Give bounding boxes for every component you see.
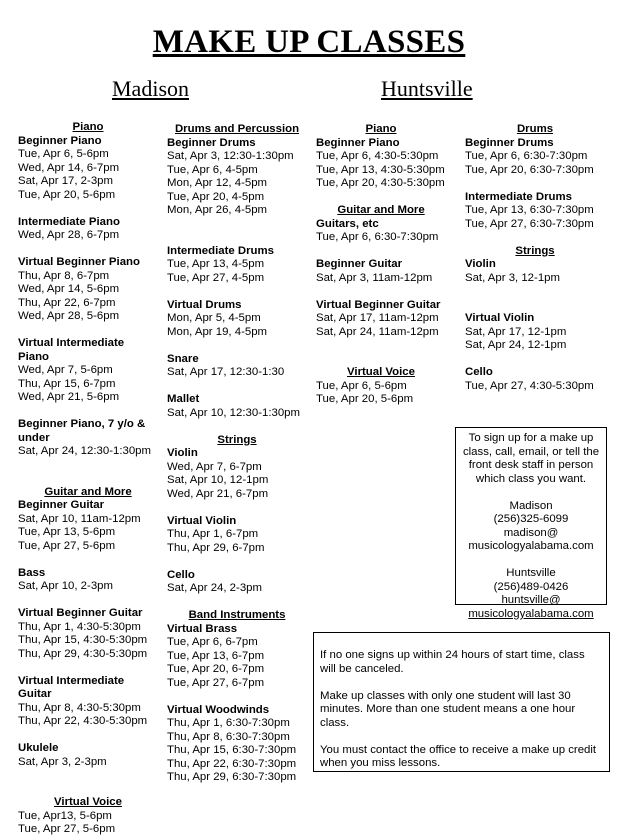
class-time: Sat, Apr 3, 12:30-1:30pm xyxy=(167,150,294,162)
class-time: Mon, Apr 12, 4-5pm xyxy=(167,177,268,189)
class-time: Tue, Apr13, 5-6pm xyxy=(18,809,112,822)
class-time: Tue, Apr 13, 4:30-5:30pm xyxy=(316,163,445,176)
spacer xyxy=(316,191,446,205)
spacer xyxy=(167,231,307,245)
class-name: Beginner Piano, 7 y/o & xyxy=(18,418,146,430)
class-name: Beginner Piano xyxy=(18,134,102,147)
signup-info-box xyxy=(455,427,607,620)
location-heading-huntsville: Huntsville xyxy=(381,76,473,101)
class-time: Wed, Apr 14, 6-7pm xyxy=(18,161,120,174)
class-time: Thu, Apr 15, 6-7pm xyxy=(18,377,116,390)
class-name: Beginner Drums xyxy=(465,136,554,149)
class-time: Sat, Apr 10, 12:30-1:30pm xyxy=(167,406,300,419)
class-time: Wed, Apr 28, 6-7pm xyxy=(18,229,120,241)
class-name: Beginner Guitar xyxy=(316,258,403,270)
class-time: Thu, Apr 8, 6:30-7:30pm xyxy=(167,730,290,743)
class-time: Tue, Apr 13, 5-6pm xyxy=(18,526,116,538)
class-time: Tue, Apr 27, 4-5pm xyxy=(167,271,265,284)
class-time: Thu, Apr 22, 6:30-7:30pm xyxy=(167,757,297,770)
class-name: Intermediate Piano xyxy=(18,215,120,228)
class-name: Snare xyxy=(167,352,199,365)
huntsville-column-1 xyxy=(316,123,446,407)
class-time: Sat, Apr 17, 2-3pm xyxy=(18,175,113,187)
spacer xyxy=(18,661,158,675)
class-name: under xyxy=(18,431,50,444)
location-heading-madison: Madison xyxy=(112,76,189,101)
class-time: Tue, Apr 27, 6:30-7:30pm xyxy=(465,217,594,230)
spacer xyxy=(167,690,307,704)
spacer xyxy=(18,729,158,743)
class-time: Tue, Apr 20, 5-6pm xyxy=(18,188,116,201)
class-time: Sat, Apr 17, 11am-12pm xyxy=(316,312,439,324)
policy-box xyxy=(313,632,610,772)
class-time: Wed, Apr 21, 5-6pm xyxy=(18,391,120,403)
class-time: Wed, Apr 7, 5-6pm xyxy=(18,364,113,376)
class-name: Intermediate Drums xyxy=(465,190,572,203)
class-name: Virtual Beginner Guitar xyxy=(316,298,441,311)
class-name: Virtual Violin xyxy=(465,312,535,324)
class-name: Guitars, etc xyxy=(316,217,379,230)
class-time: Tue, Apr 6, 4:30-5:30pm xyxy=(316,150,439,162)
section-heading-drums: Drums xyxy=(516,123,554,135)
class-name: Ukulele xyxy=(18,742,59,754)
madison-column-2 xyxy=(167,123,307,785)
page-title: MAKE UP CLASSES xyxy=(152,24,466,60)
section-heading-band-instruments: Band Instruments xyxy=(188,609,286,621)
class-name: Violin xyxy=(167,447,198,459)
huntsville-column-2 xyxy=(465,123,605,393)
class-time: Sat, Apr 24, 11am-12pm xyxy=(316,325,439,338)
class-time: Thu, Apr 15, 4:30-5:30pm xyxy=(18,634,148,646)
class-name: Beginner Drums xyxy=(167,136,256,149)
class-name: Cello xyxy=(167,568,195,581)
spacer xyxy=(167,339,307,353)
huntsville-phone: (256)489-0426 xyxy=(493,580,569,593)
class-time: Thu, Apr 22, 6-7pm xyxy=(18,296,116,309)
spacer xyxy=(167,218,307,232)
spacer xyxy=(18,553,158,567)
madison-column-1 xyxy=(18,121,158,837)
class-time: Wed, Apr 28, 5-6pm xyxy=(18,310,120,322)
class-time: Sat, Apr 24, 12-1pm xyxy=(465,339,567,351)
spacer xyxy=(18,472,158,486)
class-time: Tue, Apr 20, 5-6pm xyxy=(316,393,414,405)
class-name: Guitar xyxy=(18,688,52,700)
class-name: Bass xyxy=(18,566,46,579)
class-name: Virtual Beginner Piano xyxy=(18,256,140,268)
spacer xyxy=(18,405,158,419)
class-time: Tue, Apr 6, 6-7pm xyxy=(167,636,258,648)
signup-instructions: To sign up for a make up class, call, email, or tell the front desk staff in person which class you want. xyxy=(462,432,600,485)
class-time: Thu, Apr 15, 6:30-7:30pm xyxy=(167,744,297,756)
madison-contact: Madison (256)325-6099 madison@ musicologyalabama.com xyxy=(456,500,606,554)
spacer xyxy=(18,324,158,338)
class-time: Sat, Apr 17, 12-1pm xyxy=(465,325,567,338)
class-name: Beginner Piano xyxy=(316,136,400,149)
spacer xyxy=(465,353,605,367)
class-name: Virtual Drums xyxy=(167,298,242,311)
spacer xyxy=(465,299,605,313)
class-time: Tue, Apr 27, 4:30-5:30pm xyxy=(465,379,594,392)
class-time: Sat, Apr 3, 11am-12pm xyxy=(316,271,433,284)
class-time: Wed, Apr 21, 6-7pm xyxy=(167,487,269,500)
spacer xyxy=(167,596,307,610)
class-time: Tue, Apr 13, 6:30-7:30pm xyxy=(465,204,594,216)
class-time: Tue, Apr 20, 6:30-7:30pm xyxy=(465,163,594,176)
spacer xyxy=(316,285,446,299)
spacer xyxy=(18,594,158,608)
section-heading-strings: Strings xyxy=(515,244,555,257)
spacer xyxy=(18,459,158,473)
class-time: Wed, Apr 14, 5-6pm xyxy=(18,283,120,295)
class-time: Sat, Apr 24, 2-3pm xyxy=(167,582,262,594)
spacer xyxy=(167,285,307,299)
class-time: Tue, Apr 13, 4-5pm xyxy=(167,258,265,270)
class-time: Tue, Apr 13, 6-7pm xyxy=(167,649,265,662)
section-heading-piano: Piano xyxy=(72,121,104,133)
spacer xyxy=(316,339,446,353)
class-time: Sat, Apr 17, 12:30-1:30 xyxy=(167,366,285,378)
class-time: Mon, Apr 26, 4-5pm xyxy=(167,204,268,216)
class-time: Sat, Apr 24, 12:30-1:30pm xyxy=(18,445,151,457)
section-heading-virtual-voice: Virtual Voice xyxy=(54,796,122,808)
class-time: Sat, Apr 10, 11am-12pm xyxy=(18,512,141,525)
spacer xyxy=(167,380,307,394)
class-time: Thu, Apr 8, 4:30-5:30pm xyxy=(18,701,141,714)
section-heading-virtual-voice: Virtual Voice xyxy=(347,366,415,378)
spacer xyxy=(18,769,158,783)
class-time: Tue, Apr 6, 5-6pm xyxy=(18,148,109,160)
class-name: Virtual Intermediate xyxy=(18,674,125,687)
section-heading-piano: Piano xyxy=(365,123,397,135)
class-name: Cello xyxy=(465,366,493,378)
class-time: Tue, Apr 20, 6-7pm xyxy=(167,663,265,675)
section-heading-strings: Strings xyxy=(217,433,257,446)
class-time: Tue, Apr 27, 5-6pm xyxy=(18,823,116,835)
class-name: Beginner Guitar xyxy=(18,499,105,511)
spacer xyxy=(465,231,605,245)
section-heading-guitar-and-more: Guitar and More xyxy=(44,485,132,498)
class-time: Sat, Apr 3, 12-1pm xyxy=(465,271,560,284)
class-time: Mon, Apr 5, 4-5pm xyxy=(167,312,261,324)
huntsville-email-user: huntsville@ xyxy=(501,594,561,606)
class-time: Tue, Apr 6, 6:30-7:30pm xyxy=(465,150,588,162)
class-time: Thu, Apr 1, 4:30-5:30pm xyxy=(18,620,141,633)
class-time: Tue, Apr 20, 4-5pm xyxy=(167,190,265,203)
class-time: Tue, Apr 27, 6-7pm xyxy=(167,676,265,689)
class-name: Virtual Brass xyxy=(167,622,238,635)
spacer xyxy=(167,501,307,515)
class-time: Thu, Apr 1, 6-7pm xyxy=(167,528,259,540)
class-name: Virtual Intermediate xyxy=(18,337,125,349)
policy-cancel: If no one signs up within 24 hours of start time, class will be canceled. xyxy=(320,649,585,675)
spacer xyxy=(18,202,158,216)
class-time: Tue, Apr 6, 4-5pm xyxy=(167,163,258,176)
spacer xyxy=(167,555,307,569)
class-time: Thu, Apr 29, 4:30-5:30pm xyxy=(18,647,148,660)
class-time: Thu, Apr 8, 6-7pm xyxy=(18,269,110,282)
spacer xyxy=(167,420,307,434)
spacer xyxy=(465,177,605,191)
spacer xyxy=(316,245,446,259)
class-name: Mallet xyxy=(167,393,200,405)
class-name: Virtual Beginner Guitar xyxy=(18,607,143,619)
spacer xyxy=(18,783,158,797)
class-time: Wed, Apr 7, 6-7pm xyxy=(167,460,262,473)
class-time: Thu, Apr 29, 6-7pm xyxy=(167,541,265,554)
class-name: Virtual Violin xyxy=(167,514,237,527)
section-heading-drums-and-percussion: Drums and Percussion xyxy=(174,123,300,135)
class-time: Thu, Apr 29, 6:30-7:30pm xyxy=(167,771,297,783)
class-name: Violin xyxy=(465,258,496,270)
class-time: Tue, Apr 27, 5-6pm xyxy=(18,539,116,552)
policy-credit: You must contact the office to receive a make up credit when you miss lessons. xyxy=(320,743,597,769)
class-time: Tue, Apr 20, 4:30-5:30pm xyxy=(316,177,445,189)
huntsville-email-link[interactable]: musicologyalabama.com xyxy=(468,607,594,620)
class-name: Virtual Woodwinds xyxy=(167,703,270,716)
class-time: Sat, Apr 10, 12-1pm xyxy=(167,474,269,486)
class-time: Mon, Apr 19, 4-5pm xyxy=(167,325,268,338)
class-time: Tue, Apr 6, 6:30-7:30pm xyxy=(316,231,439,243)
madison-email-user: madison@ xyxy=(503,526,559,539)
class-time: Sat, Apr 3, 2-3pm xyxy=(18,755,107,768)
class-name: Piano xyxy=(18,350,50,363)
class-time: Sat, Apr 10, 2-3pm xyxy=(18,580,113,592)
huntsville-contact: Huntsville (256)489-0426 huntsville@ musicologyalabama.com xyxy=(456,567,606,621)
policy-duration: Make up classes with only one student will last 30 minutes. More than one student means a one hour class. xyxy=(320,689,576,729)
class-time: Thu, Apr 22, 4:30-5:30pm xyxy=(18,715,148,727)
spacer xyxy=(316,353,446,367)
spacer xyxy=(465,285,605,299)
class-name: Intermediate Drums xyxy=(167,244,274,257)
class-time: Tue, Apr 6, 5-6pm xyxy=(316,379,407,392)
spacer xyxy=(18,243,158,257)
section-heading-guitar-and-more: Guitar and More xyxy=(337,204,425,216)
madison-phone: (256)325-6099 xyxy=(493,513,569,525)
madison-email-domain: musicologyalabama.com xyxy=(468,540,594,552)
class-time: Thu, Apr 1, 6:30-7:30pm xyxy=(167,717,290,729)
